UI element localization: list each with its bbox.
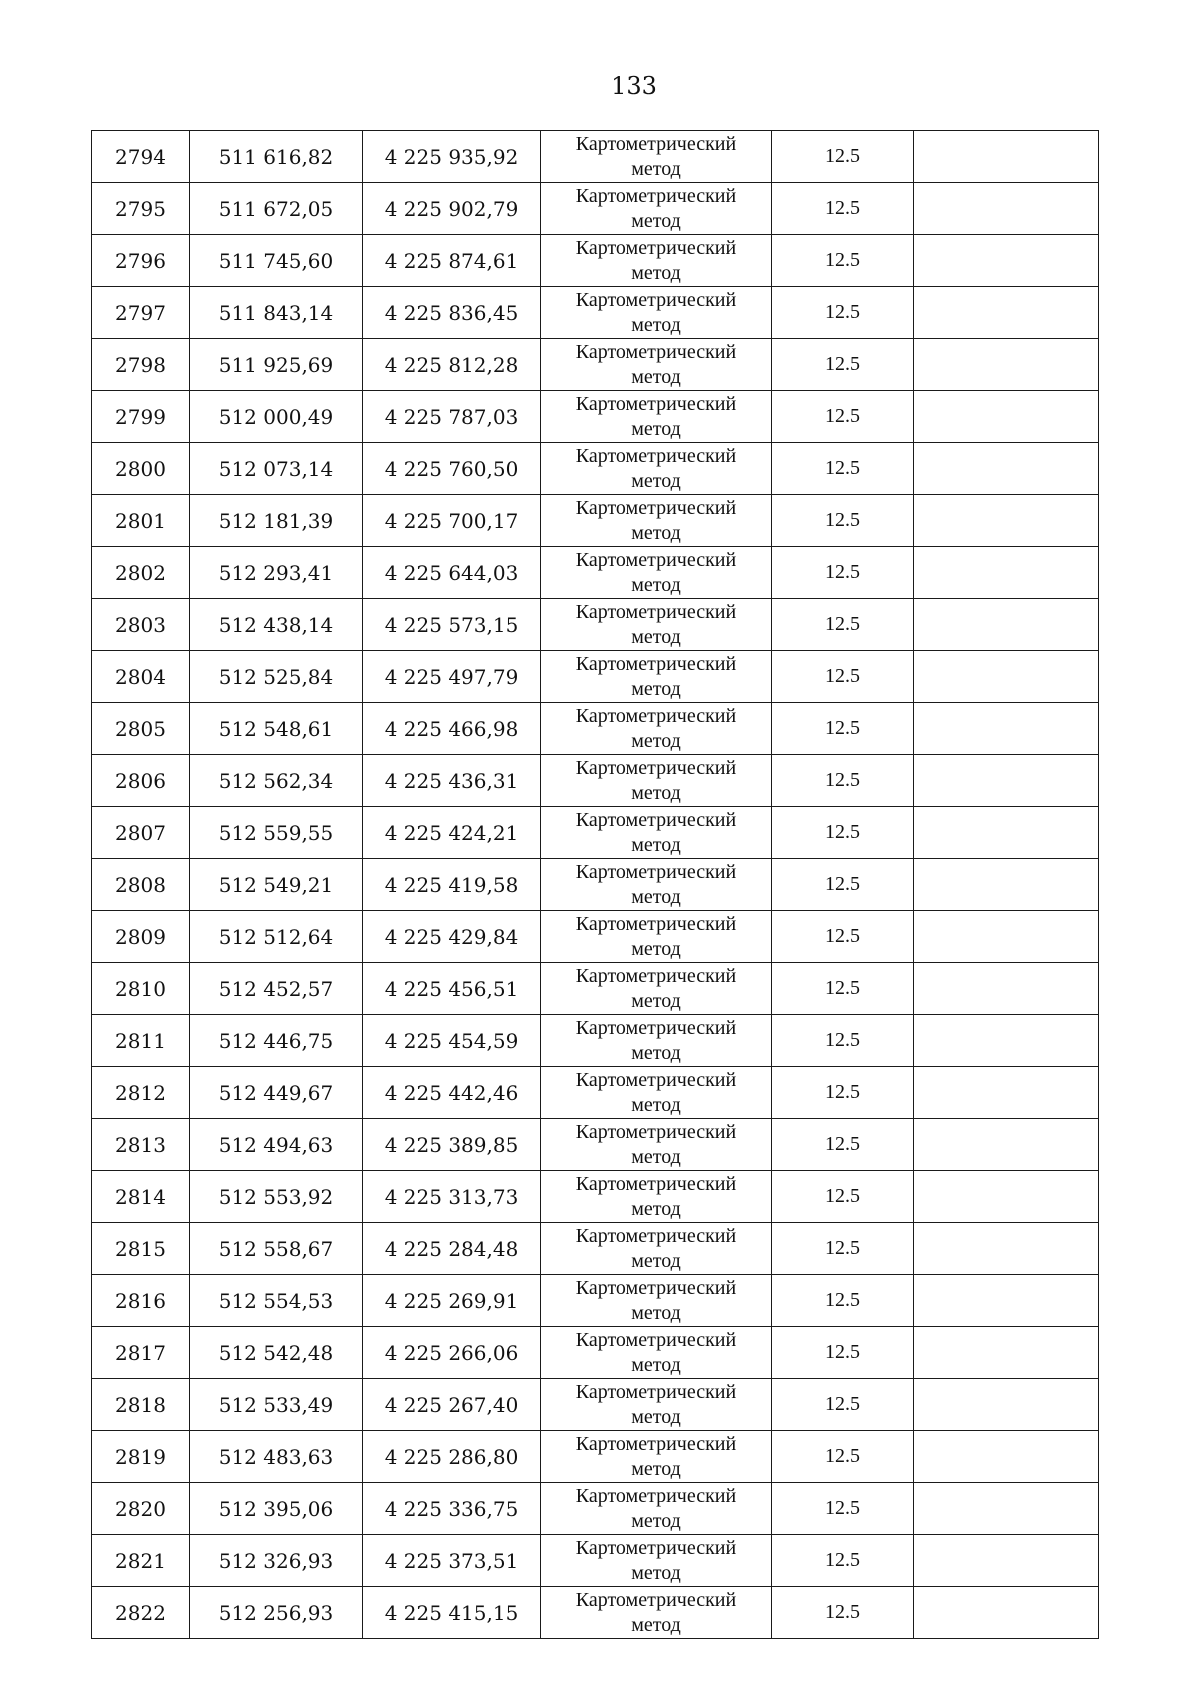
coordinate-y: 4 225 573,15 bbox=[363, 599, 541, 651]
method-line-2: метод bbox=[631, 1353, 681, 1376]
empty-cell bbox=[914, 651, 1099, 703]
method-line-1: Картометрический bbox=[575, 548, 737, 571]
coordinate-y: 4 225 787,03 bbox=[363, 391, 541, 443]
method-line-1: Картометрический bbox=[575, 1172, 737, 1195]
coordinate-x: 512 559,55 bbox=[190, 807, 363, 859]
point-number: 2808 bbox=[92, 859, 190, 911]
table-row bbox=[92, 755, 1099, 807]
point-number: 2801 bbox=[92, 495, 190, 547]
method-line-2: метод bbox=[631, 521, 681, 544]
method-line-1: Картометрический bbox=[575, 184, 737, 207]
accuracy-value: 12.5 bbox=[772, 235, 914, 287]
coordinate-y: 4 225 466,98 bbox=[363, 703, 541, 755]
method-cell bbox=[541, 1119, 772, 1171]
table-body bbox=[92, 131, 1099, 1639]
point-number: 2815 bbox=[92, 1223, 190, 1275]
method-line-2: метод bbox=[631, 729, 681, 752]
method-line-1: Картометрический bbox=[575, 132, 737, 155]
method-cell bbox=[541, 1535, 772, 1587]
accuracy-value: 12.5 bbox=[772, 547, 914, 599]
method-line-2: метод bbox=[631, 677, 681, 700]
coordinate-x: 512 512,64 bbox=[190, 911, 363, 963]
point-number: 2822 bbox=[92, 1587, 190, 1639]
method-line-1: Картометрический bbox=[575, 288, 737, 311]
table-row bbox=[92, 1015, 1099, 1067]
point-number: 2814 bbox=[92, 1171, 190, 1223]
table-row bbox=[92, 1431, 1099, 1483]
table-row bbox=[92, 1327, 1099, 1379]
point-number: 2807 bbox=[92, 807, 190, 859]
empty-cell bbox=[914, 859, 1099, 911]
method-line-2: метод bbox=[631, 1197, 681, 1220]
method-cell bbox=[541, 1067, 772, 1119]
method-line-2: метод bbox=[631, 885, 681, 908]
empty-cell bbox=[914, 287, 1099, 339]
point-number: 2799 bbox=[92, 391, 190, 443]
method-line-2: метод bbox=[631, 261, 681, 284]
coordinate-y: 4 225 497,79 bbox=[363, 651, 541, 703]
coordinate-y: 4 225 284,48 bbox=[363, 1223, 541, 1275]
method-line-2: метод bbox=[631, 989, 681, 1012]
empty-cell bbox=[914, 1067, 1099, 1119]
accuracy-value: 12.5 bbox=[772, 651, 914, 703]
table-row bbox=[92, 1119, 1099, 1171]
method-line-2: метод bbox=[631, 1613, 681, 1636]
point-number: 2804 bbox=[92, 651, 190, 703]
accuracy-value: 12.5 bbox=[772, 599, 914, 651]
method-cell bbox=[541, 1587, 772, 1639]
empty-cell bbox=[914, 1119, 1099, 1171]
coordinate-y: 4 225 760,50 bbox=[363, 443, 541, 495]
table-row bbox=[92, 287, 1099, 339]
method-line-2: метод bbox=[631, 1405, 681, 1428]
coordinate-x: 512 446,75 bbox=[190, 1015, 363, 1067]
coordinate-y: 4 225 812,28 bbox=[363, 339, 541, 391]
table-row bbox=[92, 1275, 1099, 1327]
method-cell bbox=[541, 235, 772, 287]
coordinate-y: 4 225 313,73 bbox=[363, 1171, 541, 1223]
coordinate-x: 512 449,67 bbox=[190, 1067, 363, 1119]
point-number: 2803 bbox=[92, 599, 190, 651]
method-line-1: Картометрический bbox=[575, 912, 737, 935]
table-row bbox=[92, 807, 1099, 859]
method-line-1: Картометрический bbox=[575, 1276, 737, 1299]
coordinates-table bbox=[91, 130, 1099, 1639]
accuracy-value: 12.5 bbox=[772, 1431, 914, 1483]
table-row bbox=[92, 339, 1099, 391]
coordinate-x: 512 558,67 bbox=[190, 1223, 363, 1275]
empty-cell bbox=[914, 1431, 1099, 1483]
coordinate-x: 512 293,41 bbox=[190, 547, 363, 599]
empty-cell bbox=[914, 495, 1099, 547]
method-line-2: метод bbox=[631, 469, 681, 492]
accuracy-value: 12.5 bbox=[772, 911, 914, 963]
point-number: 2811 bbox=[92, 1015, 190, 1067]
page-number: 133 bbox=[611, 72, 657, 100]
empty-cell bbox=[914, 547, 1099, 599]
table-row bbox=[92, 391, 1099, 443]
empty-cell bbox=[914, 1483, 1099, 1535]
table-row bbox=[92, 1587, 1099, 1639]
point-number: 2812 bbox=[92, 1067, 190, 1119]
accuracy-value: 12.5 bbox=[772, 703, 914, 755]
empty-cell bbox=[914, 1379, 1099, 1431]
method-line-2: метод bbox=[631, 1561, 681, 1584]
empty-cell bbox=[914, 911, 1099, 963]
table-row bbox=[92, 599, 1099, 651]
method-line-2: метод bbox=[631, 1041, 681, 1064]
method-cell bbox=[541, 1223, 772, 1275]
coordinate-x: 512 073,14 bbox=[190, 443, 363, 495]
method-line-1: Картометрический bbox=[575, 1328, 737, 1351]
coordinate-x: 512 533,49 bbox=[190, 1379, 363, 1431]
accuracy-value: 12.5 bbox=[772, 443, 914, 495]
coordinate-y: 4 225 429,84 bbox=[363, 911, 541, 963]
method-line-2: метод bbox=[631, 365, 681, 388]
coordinate-y: 4 225 436,31 bbox=[363, 755, 541, 807]
point-number: 2800 bbox=[92, 443, 190, 495]
empty-cell bbox=[914, 703, 1099, 755]
coordinate-x: 512 554,53 bbox=[190, 1275, 363, 1327]
accuracy-value: 12.5 bbox=[772, 183, 914, 235]
method-line-1: Картометрический bbox=[575, 1224, 737, 1247]
empty-cell bbox=[914, 755, 1099, 807]
method-cell bbox=[541, 1379, 772, 1431]
coordinate-x: 512 549,21 bbox=[190, 859, 363, 911]
method-line-1: Картометрический bbox=[575, 808, 737, 831]
method-line-1: Картометрический bbox=[575, 1016, 737, 1039]
method-line-2: метод bbox=[631, 313, 681, 336]
coordinate-y: 4 225 419,58 bbox=[363, 859, 541, 911]
method-cell bbox=[541, 911, 772, 963]
empty-cell bbox=[914, 1587, 1099, 1639]
method-line-2: метод bbox=[631, 573, 681, 596]
point-number: 2818 bbox=[92, 1379, 190, 1431]
empty-cell bbox=[914, 1275, 1099, 1327]
method-cell bbox=[541, 651, 772, 703]
coordinate-x: 511 745,60 bbox=[190, 235, 363, 287]
method-line-2: метод bbox=[631, 1457, 681, 1480]
method-line-2: метод bbox=[631, 625, 681, 648]
accuracy-value: 12.5 bbox=[772, 1379, 914, 1431]
method-line-2: метод bbox=[631, 157, 681, 180]
point-number: 2813 bbox=[92, 1119, 190, 1171]
table-row bbox=[92, 443, 1099, 495]
coordinate-y: 4 225 902,79 bbox=[363, 183, 541, 235]
table-row bbox=[92, 495, 1099, 547]
coordinate-y: 4 225 336,75 bbox=[363, 1483, 541, 1535]
method-line-1: Картометрический bbox=[575, 1432, 737, 1455]
method-line-2: метод bbox=[631, 1093, 681, 1116]
empty-cell bbox=[914, 1327, 1099, 1379]
point-number: 2794 bbox=[92, 131, 190, 183]
method-line-1: Картометрический bbox=[575, 392, 737, 415]
accuracy-value: 12.5 bbox=[772, 1535, 914, 1587]
table-row bbox=[92, 183, 1099, 235]
empty-cell bbox=[914, 807, 1099, 859]
table-row bbox=[92, 235, 1099, 287]
method-line-1: Картометрический bbox=[575, 860, 737, 883]
method-line-1: Картометрический bbox=[575, 600, 737, 623]
table-row bbox=[92, 1379, 1099, 1431]
coordinate-x: 512 542,48 bbox=[190, 1327, 363, 1379]
method-cell bbox=[541, 287, 772, 339]
method-cell bbox=[541, 495, 772, 547]
point-number: 2809 bbox=[92, 911, 190, 963]
coordinate-x: 512 395,06 bbox=[190, 1483, 363, 1535]
method-cell bbox=[541, 443, 772, 495]
method-line-2: метод bbox=[631, 833, 681, 856]
point-number: 2796 bbox=[92, 235, 190, 287]
method-cell bbox=[541, 339, 772, 391]
coordinate-x: 511 616,82 bbox=[190, 131, 363, 183]
accuracy-value: 12.5 bbox=[772, 1223, 914, 1275]
method-line-1: Картометрический bbox=[575, 1120, 737, 1143]
accuracy-value: 12.5 bbox=[772, 391, 914, 443]
accuracy-value: 12.5 bbox=[772, 131, 914, 183]
empty-cell bbox=[914, 131, 1099, 183]
point-number: 2806 bbox=[92, 755, 190, 807]
coordinate-y: 4 225 373,51 bbox=[363, 1535, 541, 1587]
point-number: 2798 bbox=[92, 339, 190, 391]
empty-cell bbox=[914, 391, 1099, 443]
accuracy-value: 12.5 bbox=[772, 287, 914, 339]
accuracy-value: 12.5 bbox=[772, 1587, 914, 1639]
method-cell bbox=[541, 547, 772, 599]
accuracy-value: 12.5 bbox=[772, 963, 914, 1015]
empty-cell bbox=[914, 1015, 1099, 1067]
table-row bbox=[92, 1483, 1099, 1535]
table-row bbox=[92, 1067, 1099, 1119]
table-row bbox=[92, 1535, 1099, 1587]
empty-cell bbox=[914, 599, 1099, 651]
table-row bbox=[92, 131, 1099, 183]
coordinate-x: 512 438,14 bbox=[190, 599, 363, 651]
method-cell bbox=[541, 1015, 772, 1067]
accuracy-value: 12.5 bbox=[772, 339, 914, 391]
table-row bbox=[92, 1171, 1099, 1223]
coordinate-y: 4 225 442,46 bbox=[363, 1067, 541, 1119]
coordinate-x: 512 000,49 bbox=[190, 391, 363, 443]
table-row bbox=[92, 859, 1099, 911]
coordinate-y: 4 225 286,80 bbox=[363, 1431, 541, 1483]
coordinate-y: 4 225 935,92 bbox=[363, 131, 541, 183]
method-line-1: Картометрический bbox=[575, 964, 737, 987]
point-number: 2797 bbox=[92, 287, 190, 339]
coordinate-x: 512 452,57 bbox=[190, 963, 363, 1015]
coordinate-y: 4 225 836,45 bbox=[363, 287, 541, 339]
empty-cell bbox=[914, 443, 1099, 495]
accuracy-value: 12.5 bbox=[772, 755, 914, 807]
accuracy-value: 12.5 bbox=[772, 1067, 914, 1119]
coordinate-y: 4 225 269,91 bbox=[363, 1275, 541, 1327]
empty-cell bbox=[914, 235, 1099, 287]
coordinate-x: 512 562,34 bbox=[190, 755, 363, 807]
method-line-1: Картометрический bbox=[575, 1588, 737, 1611]
empty-cell bbox=[914, 1223, 1099, 1275]
method-line-2: метод bbox=[631, 209, 681, 232]
method-cell bbox=[541, 1275, 772, 1327]
table-row bbox=[92, 547, 1099, 599]
method-cell bbox=[541, 391, 772, 443]
coordinate-y: 4 225 454,59 bbox=[363, 1015, 541, 1067]
table-row bbox=[92, 651, 1099, 703]
accuracy-value: 12.5 bbox=[772, 1171, 914, 1223]
empty-cell bbox=[914, 1535, 1099, 1587]
accuracy-value: 12.5 bbox=[772, 1015, 914, 1067]
empty-cell bbox=[914, 963, 1099, 1015]
accuracy-value: 12.5 bbox=[772, 1119, 914, 1171]
method-line-2: метод bbox=[631, 1145, 681, 1168]
coordinate-x: 512 553,92 bbox=[190, 1171, 363, 1223]
point-number: 2821 bbox=[92, 1535, 190, 1587]
accuracy-value: 12.5 bbox=[772, 1327, 914, 1379]
method-cell bbox=[541, 1431, 772, 1483]
coordinate-x: 512 525,84 bbox=[190, 651, 363, 703]
method-line-1: Картометрический bbox=[575, 236, 737, 259]
coordinate-y: 4 225 266,06 bbox=[363, 1327, 541, 1379]
coordinate-y: 4 225 874,61 bbox=[363, 235, 541, 287]
accuracy-value: 12.5 bbox=[772, 807, 914, 859]
point-number: 2816 bbox=[92, 1275, 190, 1327]
method-cell bbox=[541, 963, 772, 1015]
coordinate-y: 4 225 424,21 bbox=[363, 807, 541, 859]
point-number: 2820 bbox=[92, 1483, 190, 1535]
empty-cell bbox=[914, 339, 1099, 391]
point-number: 2805 bbox=[92, 703, 190, 755]
point-number: 2802 bbox=[92, 547, 190, 599]
coordinate-x: 512 181,39 bbox=[190, 495, 363, 547]
method-cell bbox=[541, 599, 772, 651]
method-line-1: Картометрический bbox=[575, 496, 737, 519]
method-cell bbox=[541, 807, 772, 859]
coordinate-y: 4 225 456,51 bbox=[363, 963, 541, 1015]
method-line-2: метод bbox=[631, 1509, 681, 1532]
method-line-1: Картометрический bbox=[575, 340, 737, 363]
coordinate-x: 512 548,61 bbox=[190, 703, 363, 755]
method-cell bbox=[541, 859, 772, 911]
accuracy-value: 12.5 bbox=[772, 1275, 914, 1327]
method-line-1: Картометрический bbox=[575, 652, 737, 675]
method-line-1: Картометрический bbox=[575, 1484, 737, 1507]
table-row bbox=[92, 963, 1099, 1015]
accuracy-value: 12.5 bbox=[772, 1483, 914, 1535]
accuracy-value: 12.5 bbox=[772, 859, 914, 911]
coordinate-x: 511 925,69 bbox=[190, 339, 363, 391]
method-line-2: метод bbox=[631, 781, 681, 804]
method-line-1: Картометрический bbox=[575, 444, 737, 467]
point-number: 2819 bbox=[92, 1431, 190, 1483]
coordinate-y: 4 225 700,17 bbox=[363, 495, 541, 547]
method-cell bbox=[541, 703, 772, 755]
method-cell bbox=[541, 1327, 772, 1379]
table-row bbox=[92, 703, 1099, 755]
coordinate-x: 512 494,63 bbox=[190, 1119, 363, 1171]
method-line-1: Картометрический bbox=[575, 1068, 737, 1091]
method-cell bbox=[541, 131, 772, 183]
table-row bbox=[92, 1223, 1099, 1275]
method-line-1: Картометрический bbox=[575, 1536, 737, 1559]
method-cell bbox=[541, 183, 772, 235]
coordinate-y: 4 225 644,03 bbox=[363, 547, 541, 599]
coordinate-y: 4 225 415,15 bbox=[363, 1587, 541, 1639]
method-line-2: метод bbox=[631, 417, 681, 440]
method-line-2: метод bbox=[631, 937, 681, 960]
method-cell bbox=[541, 755, 772, 807]
coordinate-y: 4 225 267,40 bbox=[363, 1379, 541, 1431]
point-number: 2795 bbox=[92, 183, 190, 235]
method-line-1: Картометрический bbox=[575, 704, 737, 727]
coordinate-x: 512 326,93 bbox=[190, 1535, 363, 1587]
point-number: 2817 bbox=[92, 1327, 190, 1379]
coordinate-x: 512 256,93 bbox=[190, 1587, 363, 1639]
table-row bbox=[92, 911, 1099, 963]
method-line-1: Картометрический bbox=[575, 756, 737, 779]
accuracy-value: 12.5 bbox=[772, 495, 914, 547]
method-line-2: метод bbox=[631, 1249, 681, 1272]
coordinate-y: 4 225 389,85 bbox=[363, 1119, 541, 1171]
coordinate-x: 512 483,63 bbox=[190, 1431, 363, 1483]
coordinate-x: 511 843,14 bbox=[190, 287, 363, 339]
method-cell bbox=[541, 1171, 772, 1223]
empty-cell bbox=[914, 1171, 1099, 1223]
point-number: 2810 bbox=[92, 963, 190, 1015]
method-line-2: метод bbox=[631, 1301, 681, 1324]
method-line-1: Картометрический bbox=[575, 1380, 737, 1403]
coordinate-x: 511 672,05 bbox=[190, 183, 363, 235]
method-cell bbox=[541, 1483, 772, 1535]
empty-cell bbox=[914, 183, 1099, 235]
